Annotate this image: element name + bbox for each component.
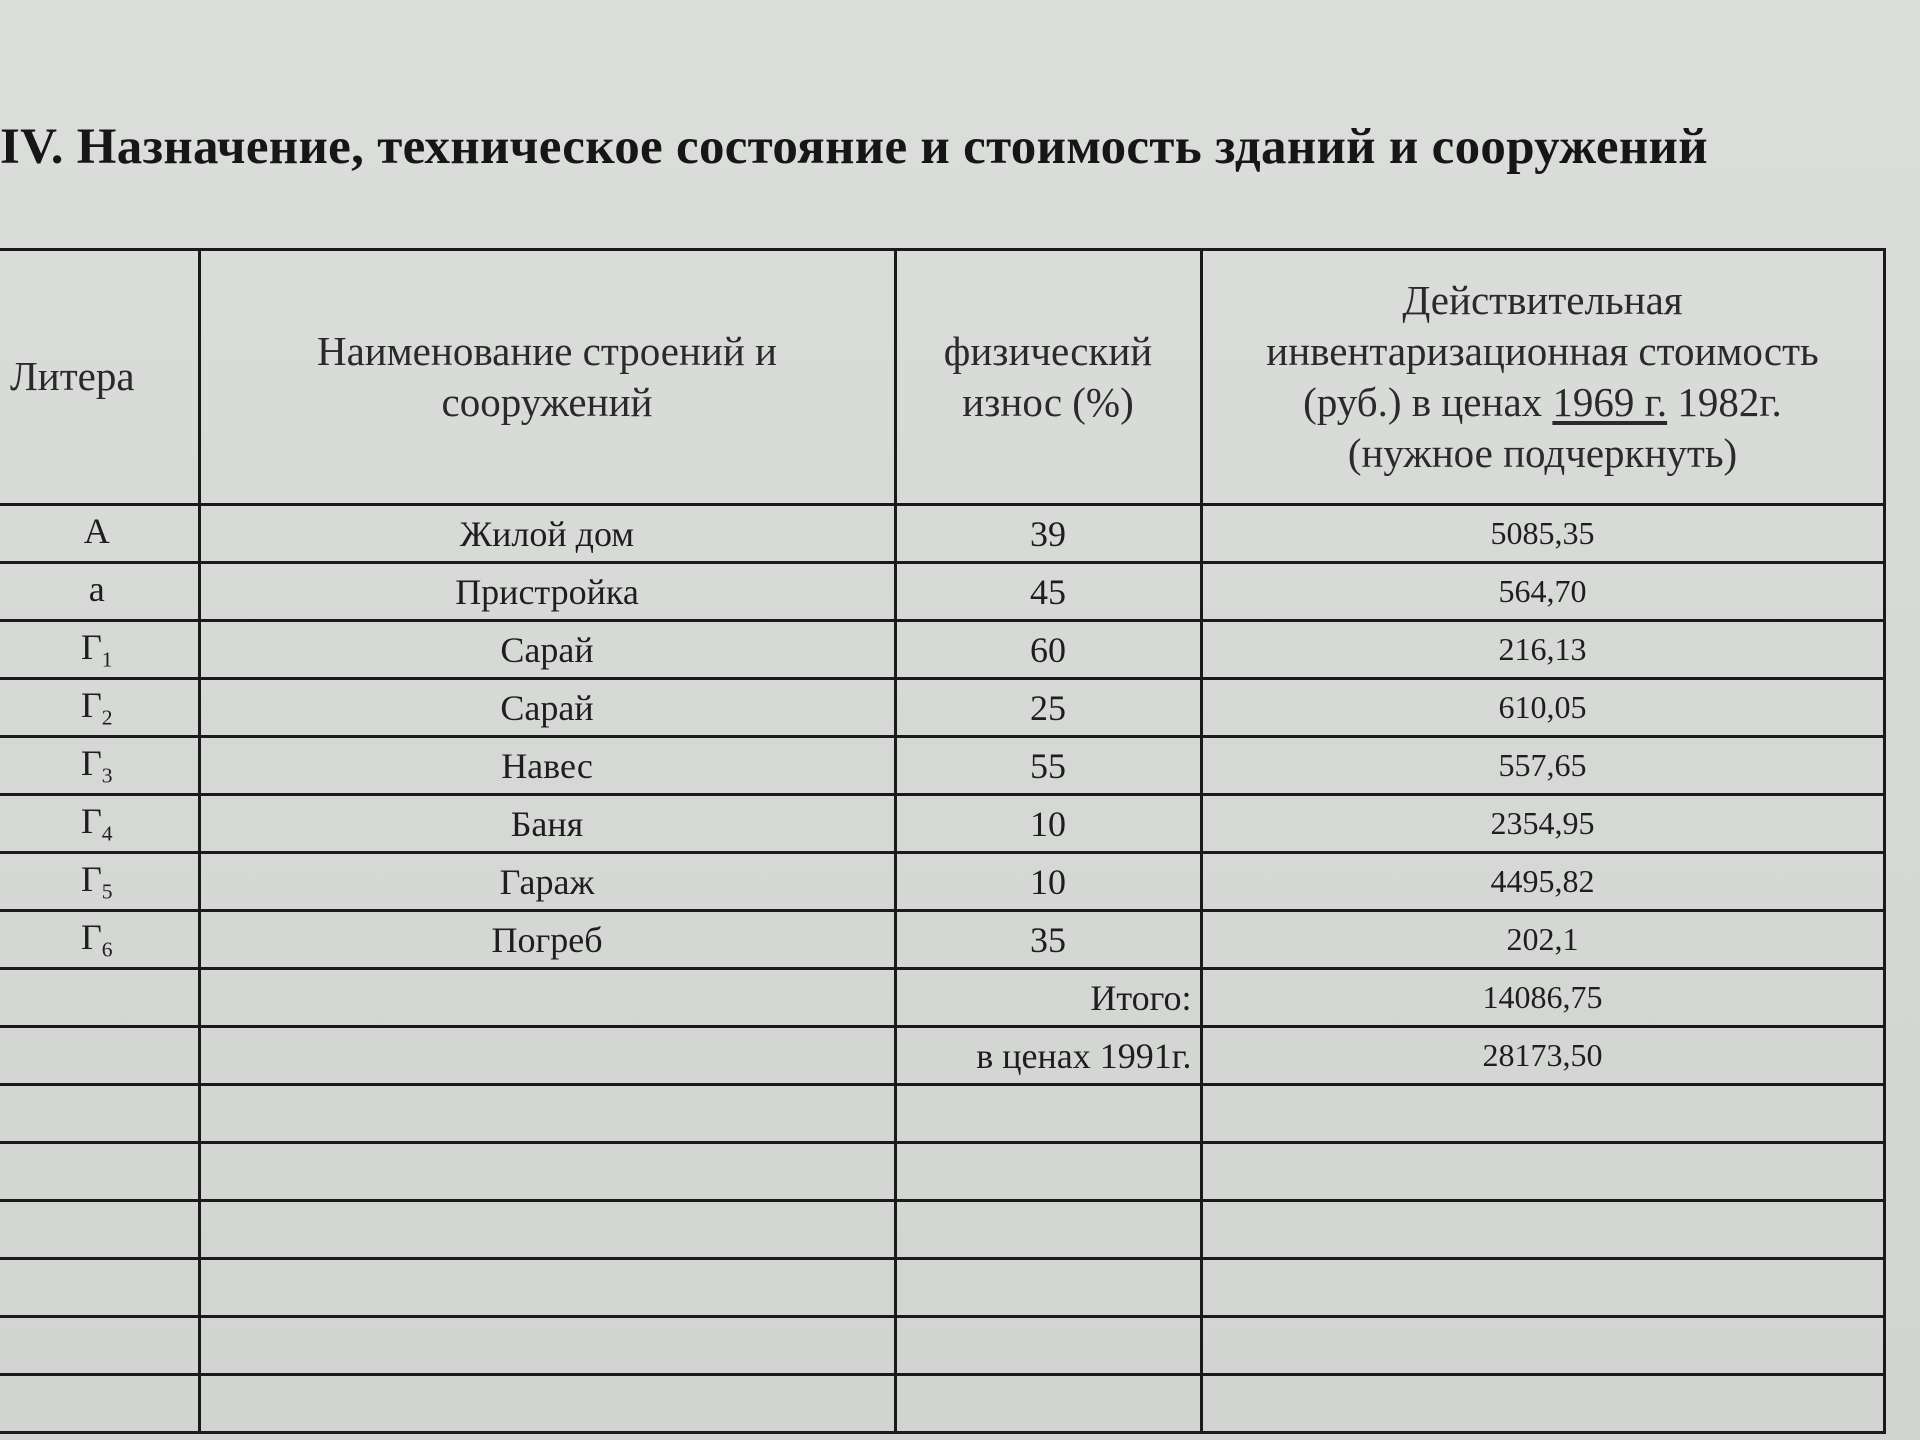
cell-litera: [0, 795, 199, 853]
header-name: Наименование строений и сооружений: [199, 250, 895, 505]
cell-name: Баня: [199, 795, 895, 853]
cell-name: Сарай: [199, 679, 895, 737]
table-row: [0, 563, 1884, 621]
cell-empty: [199, 1143, 895, 1201]
cell-empty: [895, 1201, 1201, 1259]
total-row-prices-1991: [0, 1027, 1884, 1085]
cell-empty: [1201, 1085, 1884, 1143]
cell-name: Гараж: [199, 853, 895, 911]
total-label: в ценах 1991г.: [895, 1027, 1201, 1085]
cell-name: Жилой дом: [199, 505, 895, 563]
cell-wear: 55: [895, 737, 1201, 795]
cell-litera: [0, 621, 199, 679]
total-label: Итого:: [895, 969, 1201, 1027]
total-value: 28173,50: [1201, 1027, 1884, 1085]
cell-litera-sub: 1: [101, 647, 113, 672]
header-cost-line2: инвентаризационная стоимость: [1266, 327, 1819, 374]
header-cost-pre: (руб.) в ценах: [1303, 379, 1553, 425]
blank-row: [0, 1201, 1884, 1259]
cell-litera-main: Г: [80, 627, 102, 668]
blank-row: [0, 1375, 1884, 1433]
cell-empty: [0, 1201, 199, 1259]
table-row: [0, 621, 1884, 679]
header-cost-line1: Действительная: [1402, 276, 1683, 323]
cell-litera-sub: 3: [101, 763, 113, 788]
cell-name: Погреб: [199, 911, 895, 969]
table-row: [0, 505, 1884, 563]
cell-name: Сарай: [199, 621, 895, 679]
cell-litera: [0, 679, 199, 737]
cell-empty: [0, 969, 199, 1027]
table-row: [0, 911, 1884, 969]
cell-litera: [0, 563, 199, 621]
cell-litera-main: Г: [80, 859, 102, 900]
cell-litera: [0, 911, 199, 969]
cell-litera-sub: 2: [101, 705, 113, 730]
cell-empty: [0, 1143, 199, 1201]
header-cost: [1201, 250, 1884, 505]
cell-empty: [895, 1085, 1201, 1143]
cell-litera-sub: 6: [101, 937, 113, 962]
cell-litera: [0, 737, 199, 795]
cell-litera-main: А: [83, 511, 110, 552]
cell-empty: [1201, 1201, 1884, 1259]
cell-empty: [199, 1317, 895, 1375]
cell-empty: [0, 1259, 199, 1317]
cell-empty: [1201, 1143, 1884, 1201]
cell-wear: 10: [895, 795, 1201, 853]
blank-row: [0, 1085, 1884, 1143]
cell-wear: 35: [895, 911, 1201, 969]
header-cost-underlined-year: 1969 г.: [1552, 379, 1668, 425]
cell-wear: 60: [895, 621, 1201, 679]
cell-cost: 557,65: [1201, 737, 1884, 795]
cell-cost: 610,05: [1201, 679, 1884, 737]
cell-cost: 216,13: [1201, 621, 1884, 679]
cell-cost: 5085,35: [1201, 505, 1884, 563]
cell-empty: [0, 1085, 199, 1143]
table-row: [0, 795, 1884, 853]
header-cost-line4: (нужное подчеркнуть): [1347, 430, 1738, 477]
buildings-table: [0, 248, 1886, 1434]
cell-litera-main: Г: [80, 801, 102, 842]
cell-cost: 564,70: [1201, 563, 1884, 621]
cell-empty: [895, 1317, 1201, 1375]
cell-name: Пристройка: [199, 563, 895, 621]
cell-empty: [199, 1259, 895, 1317]
table-row: [0, 737, 1884, 795]
section-title: IV. Назначение, техническое состояние и стоимость зданий и сооружений: [0, 119, 1708, 175]
cell-empty: [895, 1375, 1201, 1433]
cell-empty: [895, 1259, 1201, 1317]
header-litera: Литера: [0, 250, 199, 505]
header-cost-line3: [1209, 377, 1877, 428]
cell-litera-main: Г: [80, 685, 102, 726]
cell-litera: [0, 505, 199, 563]
cell-name: Навес: [199, 737, 895, 795]
header-cost-post: 1982г.: [1667, 379, 1782, 425]
cell-empty: [0, 1317, 199, 1375]
cell-empty: [199, 1201, 895, 1259]
header-row: [0, 250, 1884, 505]
cell-empty: [199, 1375, 895, 1433]
cell-wear: 45: [895, 563, 1201, 621]
cell-cost: 202,1: [1201, 911, 1884, 969]
cell-litera-sub: 4: [101, 821, 113, 846]
total-value: 14086,75: [1201, 969, 1884, 1027]
cell-empty: [0, 1375, 199, 1433]
cell-empty: [1201, 1375, 1884, 1433]
table-row: [0, 679, 1884, 737]
cell-wear: 39: [895, 505, 1201, 563]
cell-empty: [199, 1027, 895, 1085]
cell-litera-sub: 5: [101, 879, 113, 904]
table-row: [0, 853, 1884, 911]
cell-empty: [199, 1085, 895, 1143]
cell-litera-main: а: [88, 569, 105, 610]
cell-empty: [1201, 1317, 1884, 1375]
blank-row: [0, 1259, 1884, 1317]
cell-empty: [1201, 1259, 1884, 1317]
cell-empty: [895, 1143, 1201, 1201]
cell-wear: 10: [895, 853, 1201, 911]
cell-cost: 2354,95: [1201, 795, 1884, 853]
cell-cost: 4495,82: [1201, 853, 1884, 911]
blank-row: [0, 1317, 1884, 1375]
total-row-itogo: [0, 969, 1884, 1027]
header-wear: физический износ (%): [895, 250, 1201, 505]
cell-wear: 25: [895, 679, 1201, 737]
cell-litera-main: Г: [80, 743, 102, 784]
cell-litera: [0, 853, 199, 911]
cell-empty: [199, 969, 895, 1027]
cell-empty: [0, 1027, 199, 1085]
cell-litera-main: Г: [80, 917, 102, 958]
blank-row: [0, 1143, 1884, 1201]
